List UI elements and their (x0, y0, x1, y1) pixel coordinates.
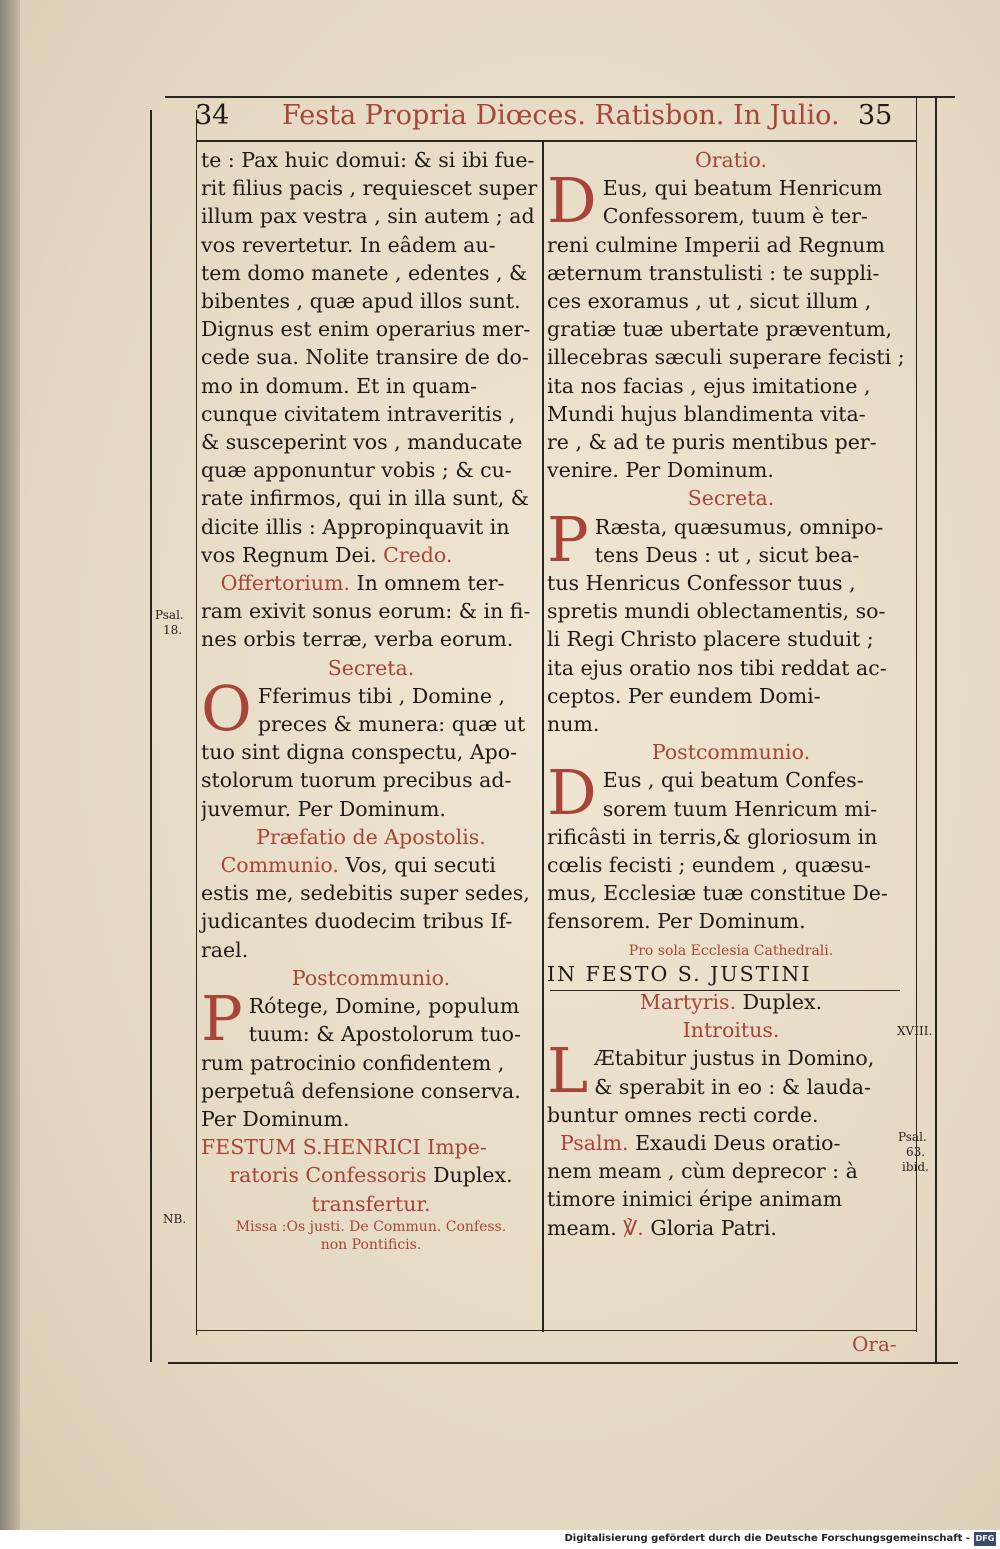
oratio-text-line: Eus, qui beatum Henricum (602, 176, 883, 201)
credo-line: vos Regnum Dei. Credo. (201, 542, 453, 567)
gospel-text-line: mo in domum. Et in quam- (201, 373, 478, 398)
introitus-dropcap: L (547, 1044, 589, 1108)
secreta-text-line: ita ejus oratio nos tibi reddat ac- (547, 655, 887, 680)
postcommunio-heading-left: Postcommunio. (291, 965, 451, 990)
secreta-text-line: ceptos. Per eundem Domi- (547, 683, 821, 708)
introitus-text-line: buntur omnes recti corde. (547, 1102, 819, 1127)
offertorium-text-line: ram exivit sonus eorum: & in fi- (201, 599, 531, 624)
secreta-block-right (547, 513, 915, 739)
communio-text-line: judicantes duodecim tribus If- (201, 909, 513, 934)
communio-text-line: estis me, sedebitis super sedes, (201, 881, 530, 906)
gospel-text-line: Dignus est enim operarius mer- (201, 317, 531, 342)
festum-heading-2: ratoris Confessoris Duplex. (229, 1163, 513, 1188)
secreta-text-line: Fferimus tibi , Domine , (257, 683, 505, 708)
gospel-text-line: te : Pax huic domui: & si ibi fue- (201, 148, 535, 172)
gospel-text-line: rit filius pacis , requiescet super (201, 176, 538, 201)
secreta-text-line: preces & munera: quæ ut (257, 712, 526, 737)
secreta-heading-left: Secreta. (327, 655, 415, 680)
secreta-lines-left (201, 682, 541, 823)
postcommunio-text-line: Eus , qui beatum Confes- (602, 768, 864, 793)
psalm-lines (547, 1157, 915, 1213)
oratio-text-line: Confessorem, tuum è ter- (602, 204, 868, 229)
oratio-dropcap: D (547, 174, 597, 238)
frame-inner-bottom-rule (196, 1330, 916, 1331)
secreta-text-line: juvemur. Per Dominum. (201, 796, 446, 821)
postcommunio-block-left (201, 992, 541, 1133)
frame-right-outer-rule (935, 96, 937, 1364)
festum-heading-1: FESTUM S.HENRICI Impe- (201, 1135, 487, 1160)
margin-xviii: XVIII. (897, 1024, 933, 1038)
oratio-text-line: gratiæ tuæ ubertate præventum, (547, 317, 893, 342)
secreta-text-line: spretis mundi oblectamentis, so- (547, 599, 886, 624)
missa-note-2: non Pontificis. (320, 1236, 422, 1253)
oratio-text-line: ces exoramus , ut , sicut illum , (547, 289, 872, 314)
postcommunio-text-line: tuum: & Apostolorum tuo- (248, 1022, 521, 1047)
oratio-text-line: Mundi hujus blandimenta vita- (547, 401, 866, 426)
gospel-text-line: cunque civitatem intraveritis , (201, 401, 516, 426)
postcommunio-text-line: rificâsti in terris,& gloriosum in (547, 824, 878, 849)
gospel-text-line: tem domo manete , edentes , & (201, 260, 528, 285)
psalm-text-line: timore inimici éripe animam (547, 1187, 843, 1212)
postcommunio-text-line: Per Dominum. (201, 1106, 350, 1131)
festum-heading-3: transfertur. (311, 1191, 431, 1216)
introitus-block (547, 1044, 915, 1129)
introitus-text-line: Ætabitur justus in Domino, (594, 1046, 875, 1071)
secreta-text-line: tens Deus : ut , sicut bea- (594, 542, 860, 567)
missa-note: Missa :Os justi. De Commun. Confess. (235, 1218, 507, 1235)
psalm-label: Psalm. (560, 1130, 629, 1155)
psalm-line: Psalm. Exaudi Deus oratio- (560, 1130, 841, 1155)
oratio-text-line: æternum transtulisti : te suppli- (547, 260, 880, 285)
postcommunio-text-line: fensorem. Per Dominum. (547, 909, 806, 934)
offertorium-label: Offertorium. (220, 571, 350, 596)
frame-bottom-rule (168, 1362, 958, 1364)
oratio-text-line: re , & ad te puris mentibus per- (547, 430, 877, 455)
footer-credit: Digitalisierung gefördert durch die Deutsche Forschungsgemeinschaft - (564, 1533, 970, 1544)
oratio-heading: Oratio. (694, 148, 768, 172)
communio-lines (201, 879, 541, 964)
secreta-text-line: num. (547, 712, 600, 737)
oratio-lines (547, 174, 915, 484)
credo-rubric: Credo. (383, 542, 453, 567)
offertorium-text-line: nes orbis terræ, verba eorum. (201, 627, 514, 652)
pro-sola-note: Pro sola Ecclesia Cathedrali. (628, 942, 834, 959)
postcommunio-text-line: cœlis fecisti ; eundem , quæsu- (547, 853, 871, 878)
running-title: Festa Propria Diœces. Ratisbon. In Julio. (282, 100, 840, 131)
communio-label: Communio. (220, 853, 339, 878)
page-number-left: 34 (195, 100, 230, 131)
frame-top-rule (165, 96, 955, 98)
martyris-line: Martyris. Duplex. (639, 989, 823, 1014)
postcommunio-text-line: perpetuâ defensione conserva. (201, 1078, 521, 1103)
gospel-text-line: vos revertetur. In eâdem au- (201, 232, 496, 257)
margin-psal-left: Psal. 18. (155, 608, 184, 637)
oratio-text-line: reni culmine Imperii ad Regnum (547, 232, 885, 257)
gospel-text-line: & susceperint vos , manducate (201, 430, 523, 455)
margin-nb: NB. (163, 1212, 187, 1226)
oratio-text-line: venire. Per Dominum. (547, 458, 774, 483)
psalm-text-line: nem meam , cùm deprecor : à (547, 1159, 858, 1184)
offertorium-lines (201, 597, 541, 653)
communio-text-line: rael. (201, 937, 249, 962)
postcommunio-dropcap-left: P (201, 992, 243, 1056)
frame-left-rule (150, 110, 152, 1362)
versicle-sign: ℣. (623, 1215, 644, 1240)
postcommunio-lines-right (547, 766, 915, 935)
secreta-text-line: Ræsta, quæsumus, omnipo- (594, 514, 884, 539)
gospel-text-line: rate infirmos, qui in illa sunt, & (201, 486, 529, 511)
postcommunio-text-line: mus, Ecclesiæ tuæ constitue De- (547, 881, 888, 906)
gospel-text-line: cede sua. Nolite transire de do- (201, 345, 529, 370)
postcommunio-text-line: sorem tuum Henricum mi- (602, 796, 878, 821)
oratio-text-line: illecebras sæculi superare fecisti ; (547, 345, 905, 370)
gloria-line: meam. ℣. Gloria Patri. (547, 1215, 777, 1240)
gospel-text-line: illum pax vestra , sin autem ; ad (201, 204, 535, 229)
footer-credit-bar (0, 1530, 1000, 1549)
secreta-text-line: tus Henricus Confessor tuus , (547, 571, 856, 596)
secreta-text-line: li Regi Christo placere studuit ; (547, 627, 874, 652)
gospel-text-line: bibentes , quæ apud illos sunt. (201, 289, 521, 314)
left-column-lines-top (201, 146, 541, 541)
postcommunio-heading-right: Postcommunio. (651, 740, 811, 765)
dfg-logo: DFG (974, 1532, 996, 1546)
gospel-text-line: quæ apponuntur vobis ; & cu- (201, 458, 512, 483)
secreta-lines-right (547, 513, 915, 739)
frame-header-rule (196, 140, 916, 142)
secreta-dropcap-left: O (201, 681, 252, 745)
secreta-text-line: stolorum tuorum precibus ad- (201, 768, 512, 793)
praefatio-rubric: Præfatio de Apostolis. (256, 824, 486, 849)
postcommunio-text-line: Rótege, Domine, populum (248, 994, 520, 1019)
page-number-right: 35 (858, 100, 893, 131)
introitus-text-line: & sperabit in eo : & lauda- (594, 1074, 871, 1099)
postcommunio-block-right (547, 766, 915, 935)
oratio-block (547, 174, 915, 484)
offertorium-line: Offertorium. In omnem ter- (220, 571, 505, 596)
frame-center-rule (542, 142, 544, 1332)
gospel-text-line: dicite illis : Appropinquavit in (201, 514, 510, 539)
left-column (201, 146, 541, 1254)
frame-left-inner-rule (196, 110, 197, 1335)
in-festo-heading: IN FESTO S. JUSTINI (547, 961, 812, 986)
postcommunio-dropcap-right: D (547, 766, 597, 830)
scanned-book-page (20, 0, 1000, 1530)
secreta-block-left (201, 682, 541, 823)
right-column (547, 146, 915, 1242)
introitus-lines (547, 1044, 915, 1129)
communio-line: Communio. Vos, qui secuti (220, 853, 496, 878)
secreta-heading-right: Secreta. (687, 486, 775, 511)
secreta-text-line: tuo sint digna conspectu, Apo- (201, 740, 518, 765)
postcommunio-text-line: rum patrocinio confidentem , (201, 1050, 505, 1075)
margin-psal-right: Psal. 63. ibid. (898, 1130, 929, 1174)
postcommunio-lines-left (201, 992, 541, 1133)
secreta-dropcap-right: P (547, 512, 589, 576)
introitus-heading: Introitus. (682, 1018, 780, 1043)
oratio-text-line: ita nos facias , ejus imitatione , (547, 373, 871, 398)
catchword: Ora- (852, 1332, 897, 1356)
